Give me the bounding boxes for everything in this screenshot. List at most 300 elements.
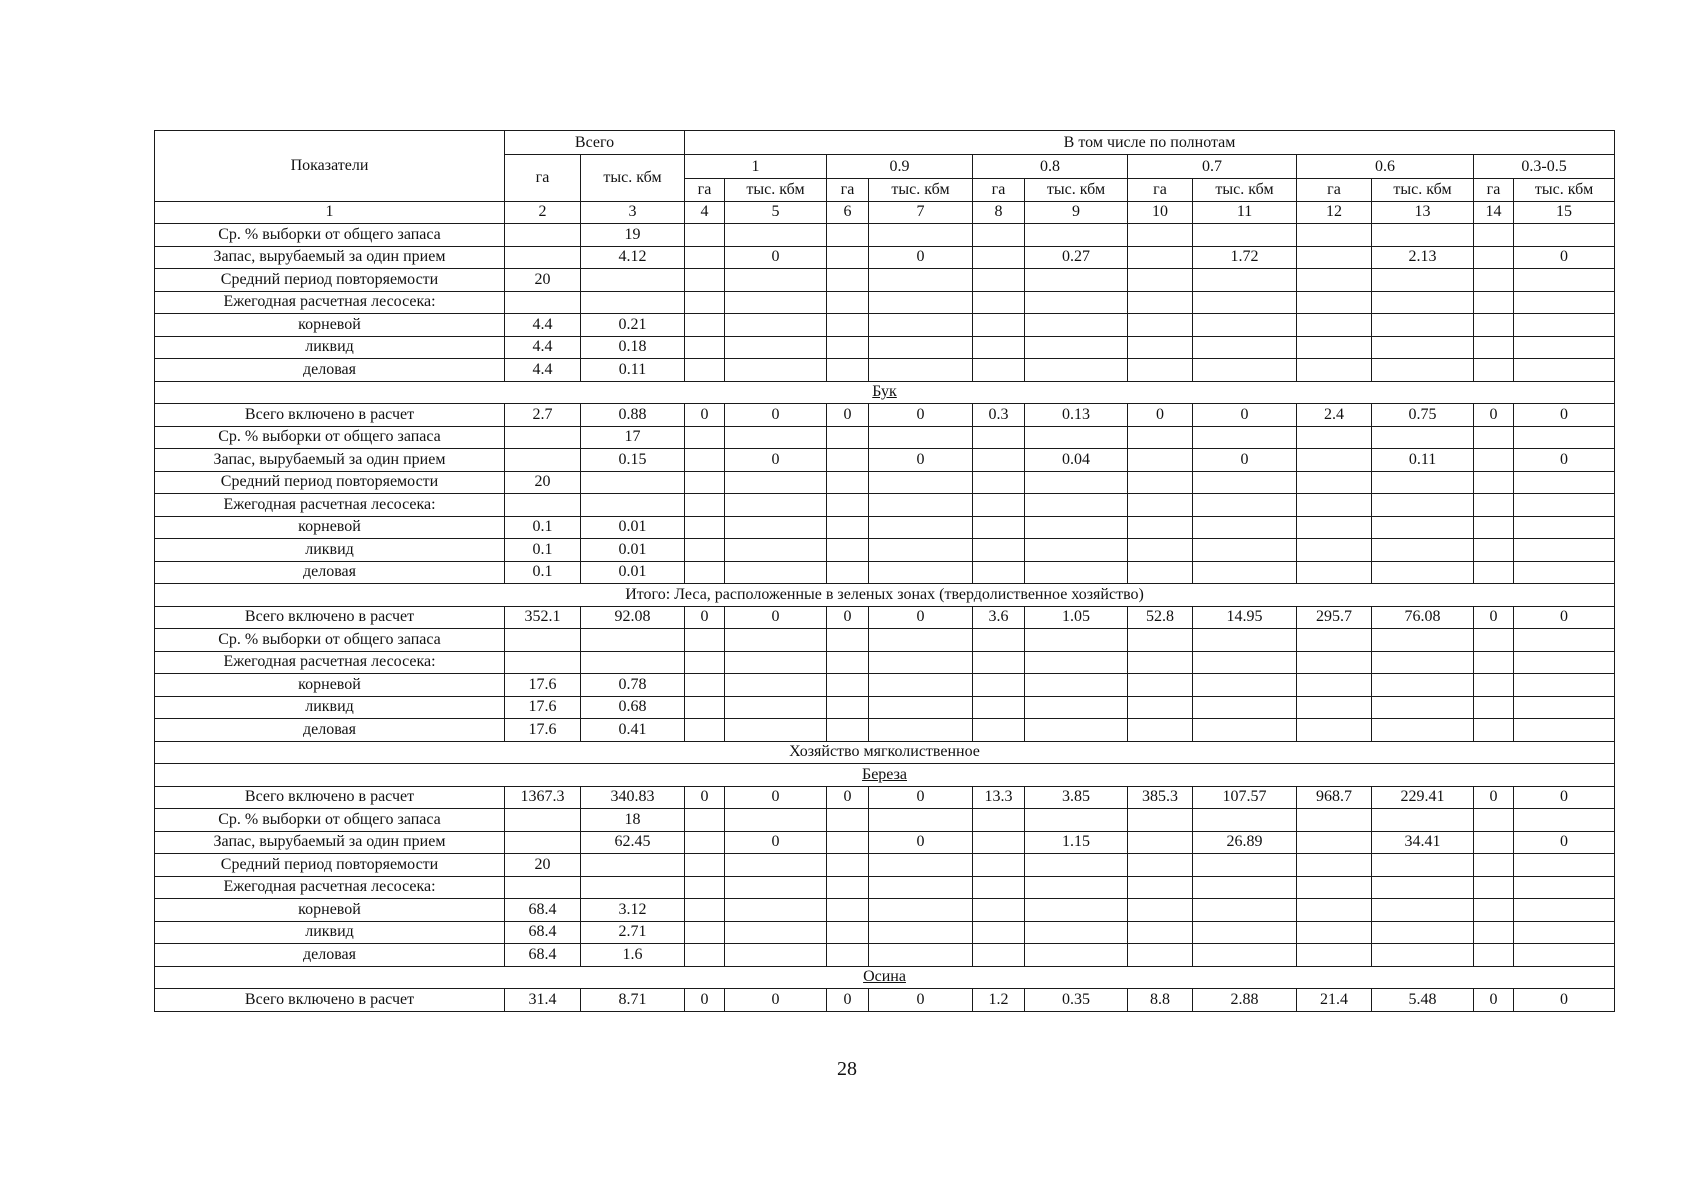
table-cell: 34.41 [1372, 831, 1474, 854]
table-cell [1514, 696, 1615, 719]
table-cell: 3.6 [973, 606, 1025, 629]
table-row [155, 989, 1615, 1012]
table-cell [1025, 876, 1128, 899]
table-cell [1193, 809, 1297, 832]
table-cell [827, 359, 869, 382]
table-cell [1025, 494, 1128, 517]
table-cell [1128, 494, 1193, 517]
header-density: 0.7 [1128, 155, 1297, 179]
row-label: Запас, вырубаемый за один прием [155, 831, 505, 854]
table-cell: 0 [1514, 831, 1615, 854]
table-cell [1372, 359, 1474, 382]
section-title-text: Хозяйство мягколиственное [789, 743, 980, 761]
table-cell [827, 269, 869, 292]
table-cell: 8.8 [1128, 989, 1193, 1012]
header-ha: га [973, 179, 1025, 202]
table-cell: 295.7 [1297, 606, 1372, 629]
table-cell: 0 [827, 606, 869, 629]
table-cell [1474, 426, 1514, 449]
table-cell [685, 314, 725, 337]
table-cell [1025, 359, 1128, 382]
table-cell [1372, 876, 1474, 899]
table-cell [1193, 359, 1297, 382]
row-label: корневой [155, 899, 505, 922]
table-cell [725, 696, 827, 719]
table-cell [1128, 944, 1193, 967]
table-cell [1474, 336, 1514, 359]
table-cell [725, 854, 827, 877]
row-label: ликвид [155, 539, 505, 562]
table-cell [685, 629, 725, 652]
table-cell: 0.41 [581, 719, 685, 742]
row-label: Средний период повторяемости [155, 471, 505, 494]
table-cell [685, 246, 725, 269]
table-cell [1025, 651, 1128, 674]
header-ha: га [827, 179, 869, 202]
table-cell [725, 336, 827, 359]
table-cell [827, 561, 869, 584]
table-cell [869, 719, 973, 742]
table-cell [973, 854, 1025, 877]
table-cell [1514, 539, 1615, 562]
table-cell [1474, 269, 1514, 292]
row-label: Ср. % выборки от общего запаса [155, 224, 505, 247]
table-cell: 0 [869, 786, 973, 809]
table-cell [973, 876, 1025, 899]
table-cell [827, 944, 869, 967]
table-cell: 0 [685, 606, 725, 629]
table-cell [505, 651, 581, 674]
table-row [155, 876, 1615, 899]
table-cell [1193, 696, 1297, 719]
table-cell: 0 [725, 786, 827, 809]
table-cell [827, 674, 869, 697]
header-total-kcm: тыс. кбм [581, 155, 685, 202]
table-cell [1193, 629, 1297, 652]
table-cell [973, 674, 1025, 697]
header-kcm: тыс. кбм [1025, 179, 1128, 202]
table-cell [1297, 944, 1372, 967]
table-cell [685, 449, 725, 472]
table-cell [973, 539, 1025, 562]
table-row [155, 426, 1615, 449]
table-cell [505, 246, 581, 269]
table-cell: 1367.3 [505, 786, 581, 809]
table-cell [1025, 674, 1128, 697]
table-cell: 0.21 [581, 314, 685, 337]
column-number: 3 [581, 201, 685, 224]
column-number: 12 [1297, 201, 1372, 224]
table-cell [1128, 516, 1193, 539]
table-cell [827, 449, 869, 472]
header-indicators: Показатели [155, 131, 505, 202]
column-number: 2 [505, 201, 581, 224]
table-cell [1025, 719, 1128, 742]
section-title-text: Итого: Леса, расположенные в зеленых зонах (твердолиственное хозяйство) [625, 585, 1144, 603]
table-cell [1128, 831, 1193, 854]
table-row [155, 651, 1615, 674]
table-cell [1474, 696, 1514, 719]
table-cell [1474, 449, 1514, 472]
table-cell [1297, 876, 1372, 899]
table-cell: 0.1 [505, 561, 581, 584]
table-cell [1025, 696, 1128, 719]
table-cell: 62.45 [581, 831, 685, 854]
table-cell: 26.89 [1193, 831, 1297, 854]
table-row [155, 944, 1615, 967]
table-cell: 0 [685, 404, 725, 427]
table-cell: 0 [725, 606, 827, 629]
table-cell [1128, 269, 1193, 292]
table-cell [1025, 426, 1128, 449]
column-number: 8 [973, 201, 1025, 224]
column-number-row [155, 201, 1615, 224]
table-cell [1193, 336, 1297, 359]
table-cell [973, 651, 1025, 674]
table-cell [1128, 539, 1193, 562]
table-cell: 0.15 [581, 449, 685, 472]
table-cell: 0.01 [581, 539, 685, 562]
table-cell [1514, 494, 1615, 517]
header-kcm: тыс. кбм [1514, 179, 1615, 202]
table-cell [827, 651, 869, 674]
table-cell [1474, 719, 1514, 742]
table-cell [685, 696, 725, 719]
header-kcm: тыс. кбм [1193, 179, 1297, 202]
table-cell [685, 269, 725, 292]
table-cell [1372, 809, 1474, 832]
table-cell: 0 [827, 989, 869, 1012]
table-cell: 3.12 [581, 899, 685, 922]
table-cell: 0.11 [581, 359, 685, 382]
table-row [155, 336, 1615, 359]
header-density: 0.6 [1297, 155, 1474, 179]
table-cell: 31.4 [505, 989, 581, 1012]
table-cell [973, 359, 1025, 382]
table-cell [1193, 291, 1297, 314]
table-row [155, 809, 1615, 832]
column-number: 10 [1128, 201, 1193, 224]
row-label: Ср. % выборки от общего запаса [155, 426, 505, 449]
table-cell [581, 876, 685, 899]
table-cell: 0.78 [581, 674, 685, 697]
table-cell [1128, 651, 1193, 674]
row-label: корневой [155, 674, 505, 697]
table-cell [1474, 674, 1514, 697]
table-row [155, 291, 1615, 314]
header-density: 0.9 [827, 155, 973, 179]
header-density: 0.8 [973, 155, 1128, 179]
table-cell [869, 899, 973, 922]
table-cell [1193, 471, 1297, 494]
row-label: Всего включено в расчет [155, 606, 505, 629]
table-cell [1514, 561, 1615, 584]
table-cell: 18 [581, 809, 685, 832]
table-row [155, 449, 1615, 472]
table-cell: 0 [827, 786, 869, 809]
row-label: Средний период повторяемости [155, 269, 505, 292]
table-cell [973, 291, 1025, 314]
table-cell [1297, 426, 1372, 449]
table-cell: 0 [869, 606, 973, 629]
table-cell [685, 674, 725, 697]
table-cell [869, 876, 973, 899]
table-cell [1297, 291, 1372, 314]
table-cell [973, 269, 1025, 292]
table-cell [1514, 314, 1615, 337]
table-row [155, 471, 1615, 494]
table-cell [1474, 359, 1514, 382]
table-cell: 0.1 [505, 516, 581, 539]
table-cell [685, 854, 725, 877]
row-label: Средний период повторяемости [155, 854, 505, 877]
table-cell [1372, 696, 1474, 719]
table-row [155, 899, 1615, 922]
header-total-ha: га [505, 155, 581, 202]
table-cell [1372, 854, 1474, 877]
table-cell [1193, 314, 1297, 337]
row-label: Ежегодная расчетная лесосека: [155, 651, 505, 674]
table-cell [1297, 471, 1372, 494]
table-cell: 1.15 [1025, 831, 1128, 854]
table-cell: 0 [1474, 786, 1514, 809]
table-cell [1297, 696, 1372, 719]
table-cell [581, 854, 685, 877]
table-cell [1297, 651, 1372, 674]
table-cell [1372, 539, 1474, 562]
column-number: 4 [685, 201, 725, 224]
table-cell: 4.4 [505, 314, 581, 337]
table-cell: 19 [581, 224, 685, 247]
table-cell [1297, 494, 1372, 517]
table-cell [1514, 921, 1615, 944]
table-cell [1128, 719, 1193, 742]
table-cell [1514, 224, 1615, 247]
table-cell: 0.13 [1025, 404, 1128, 427]
table-cell [1193, 674, 1297, 697]
table-cell [973, 494, 1025, 517]
table-cell: 2.7 [505, 404, 581, 427]
table-cell: 229.41 [1372, 786, 1474, 809]
table-cell: 76.08 [1372, 606, 1474, 629]
table-row [155, 404, 1615, 427]
table-cell [1297, 561, 1372, 584]
table-cell: 0 [869, 989, 973, 1012]
table-cell: 5.48 [1372, 989, 1474, 1012]
table-cell [1514, 336, 1615, 359]
table-cell [1514, 291, 1615, 314]
table-cell [725, 426, 827, 449]
table-cell [1297, 854, 1372, 877]
table-cell [827, 719, 869, 742]
table-cell [1297, 314, 1372, 337]
table-cell [725, 471, 827, 494]
row-label: Запас, вырубаемый за один прием [155, 449, 505, 472]
table-cell [1193, 899, 1297, 922]
table-row [155, 629, 1615, 652]
section-title-text: Бук [872, 383, 897, 401]
table-cell [1025, 944, 1128, 967]
table-cell [1128, 246, 1193, 269]
table-cell [827, 854, 869, 877]
table-cell [1128, 629, 1193, 652]
table-cell [1474, 224, 1514, 247]
table-row [155, 786, 1615, 809]
table-cell [1474, 471, 1514, 494]
table-cell [1128, 561, 1193, 584]
table-cell: 2.88 [1193, 989, 1297, 1012]
table-cell [827, 876, 869, 899]
table-cell: 0.88 [581, 404, 685, 427]
table-cell [1372, 471, 1474, 494]
column-number: 11 [1193, 201, 1297, 224]
table-cell [1297, 629, 1372, 652]
table-cell [1514, 809, 1615, 832]
table-cell [685, 561, 725, 584]
table-cell [1474, 539, 1514, 562]
table-cell: 0 [1514, 404, 1615, 427]
table-cell [1025, 921, 1128, 944]
table-cell [685, 539, 725, 562]
table-cell: 0 [725, 449, 827, 472]
table-cell [1514, 359, 1615, 382]
table-cell: 68.4 [505, 944, 581, 967]
table-cell [1372, 224, 1474, 247]
table-cell [869, 224, 973, 247]
table-cell [1514, 899, 1615, 922]
table-cell: 1.05 [1025, 606, 1128, 629]
table-cell [1025, 314, 1128, 337]
table-cell [581, 629, 685, 652]
table-cell [1025, 224, 1128, 247]
row-label: корневой [155, 314, 505, 337]
table-cell [1372, 629, 1474, 652]
table-cell [1372, 921, 1474, 944]
table-row [155, 674, 1615, 697]
table-cell [973, 336, 1025, 359]
table-cell [1372, 426, 1474, 449]
table-cell [1025, 854, 1128, 877]
table-row [155, 854, 1615, 877]
table-cell [1193, 921, 1297, 944]
row-label: деловая [155, 359, 505, 382]
table-cell [1128, 314, 1193, 337]
table-cell [685, 224, 725, 247]
table-cell [827, 809, 869, 832]
table-cell [1372, 674, 1474, 697]
table-cell [1372, 561, 1474, 584]
table-cell [685, 651, 725, 674]
table-cell [973, 314, 1025, 337]
table-row [155, 719, 1615, 742]
table-cell [581, 291, 685, 314]
header-kcm: тыс. кбм [869, 179, 973, 202]
table-cell [1514, 426, 1615, 449]
table-cell [973, 449, 1025, 472]
row-label: ликвид [155, 696, 505, 719]
table-cell [1025, 539, 1128, 562]
table-cell [869, 696, 973, 719]
table-cell [1474, 921, 1514, 944]
header-ha: га [1128, 179, 1193, 202]
table-cell [1128, 899, 1193, 922]
table-cell [1372, 719, 1474, 742]
table-cell: 0 [869, 246, 973, 269]
table-cell: 4.4 [505, 359, 581, 382]
table-cell [685, 719, 725, 742]
header-density: 1 [685, 155, 827, 179]
table-cell [869, 629, 973, 652]
table-cell [505, 426, 581, 449]
table-cell: 3.85 [1025, 786, 1128, 809]
table-cell [725, 809, 827, 832]
table-cell [869, 336, 973, 359]
table-cell: 968.7 [1297, 786, 1372, 809]
table-cell [827, 539, 869, 562]
table-cell [1372, 651, 1474, 674]
header-kcm: тыс. кбм [1372, 179, 1474, 202]
table-cell [869, 854, 973, 877]
table-cell [1025, 471, 1128, 494]
table-cell [1128, 224, 1193, 247]
table-cell [973, 899, 1025, 922]
table-cell: 4.4 [505, 336, 581, 359]
table-cell [1372, 516, 1474, 539]
table-cell: 0.68 [581, 696, 685, 719]
table-cell: 0 [869, 449, 973, 472]
column-number: 9 [1025, 201, 1128, 224]
table-cell [973, 471, 1025, 494]
table-cell [1025, 336, 1128, 359]
table-cell [685, 899, 725, 922]
table-cell [1128, 921, 1193, 944]
table-cell: 0 [1514, 246, 1615, 269]
table-cell [725, 876, 827, 899]
table-cell: 0 [725, 246, 827, 269]
header-ha: га [1297, 179, 1372, 202]
table-cell [1297, 899, 1372, 922]
table-cell [725, 674, 827, 697]
table-cell [1193, 651, 1297, 674]
table-cell [1128, 471, 1193, 494]
table-cell [1193, 854, 1297, 877]
table-cell [1128, 336, 1193, 359]
table-cell [725, 629, 827, 652]
table-cell [505, 876, 581, 899]
table-cell: 4.12 [581, 246, 685, 269]
row-label: ликвид [155, 336, 505, 359]
row-label: Запас, вырубаемый за один прием [155, 246, 505, 269]
row-label: корневой [155, 516, 505, 539]
table-cell: 92.08 [581, 606, 685, 629]
section-title [155, 966, 1615, 989]
header-density: 0.3-0.5 [1474, 155, 1615, 179]
table-cell: 107.57 [1193, 786, 1297, 809]
table-cell: 0 [1514, 606, 1615, 629]
table-cell [1372, 899, 1474, 922]
table-cell [581, 651, 685, 674]
table-cell [1128, 876, 1193, 899]
page-number: 28 [837, 1058, 857, 1080]
table-cell [725, 944, 827, 967]
table-cell [1474, 516, 1514, 539]
table-cell: 2.71 [581, 921, 685, 944]
section-row [155, 741, 1615, 764]
column-number: 13 [1372, 201, 1474, 224]
table-cell: 340.83 [581, 786, 685, 809]
table-cell [1514, 471, 1615, 494]
table-cell [1025, 809, 1128, 832]
